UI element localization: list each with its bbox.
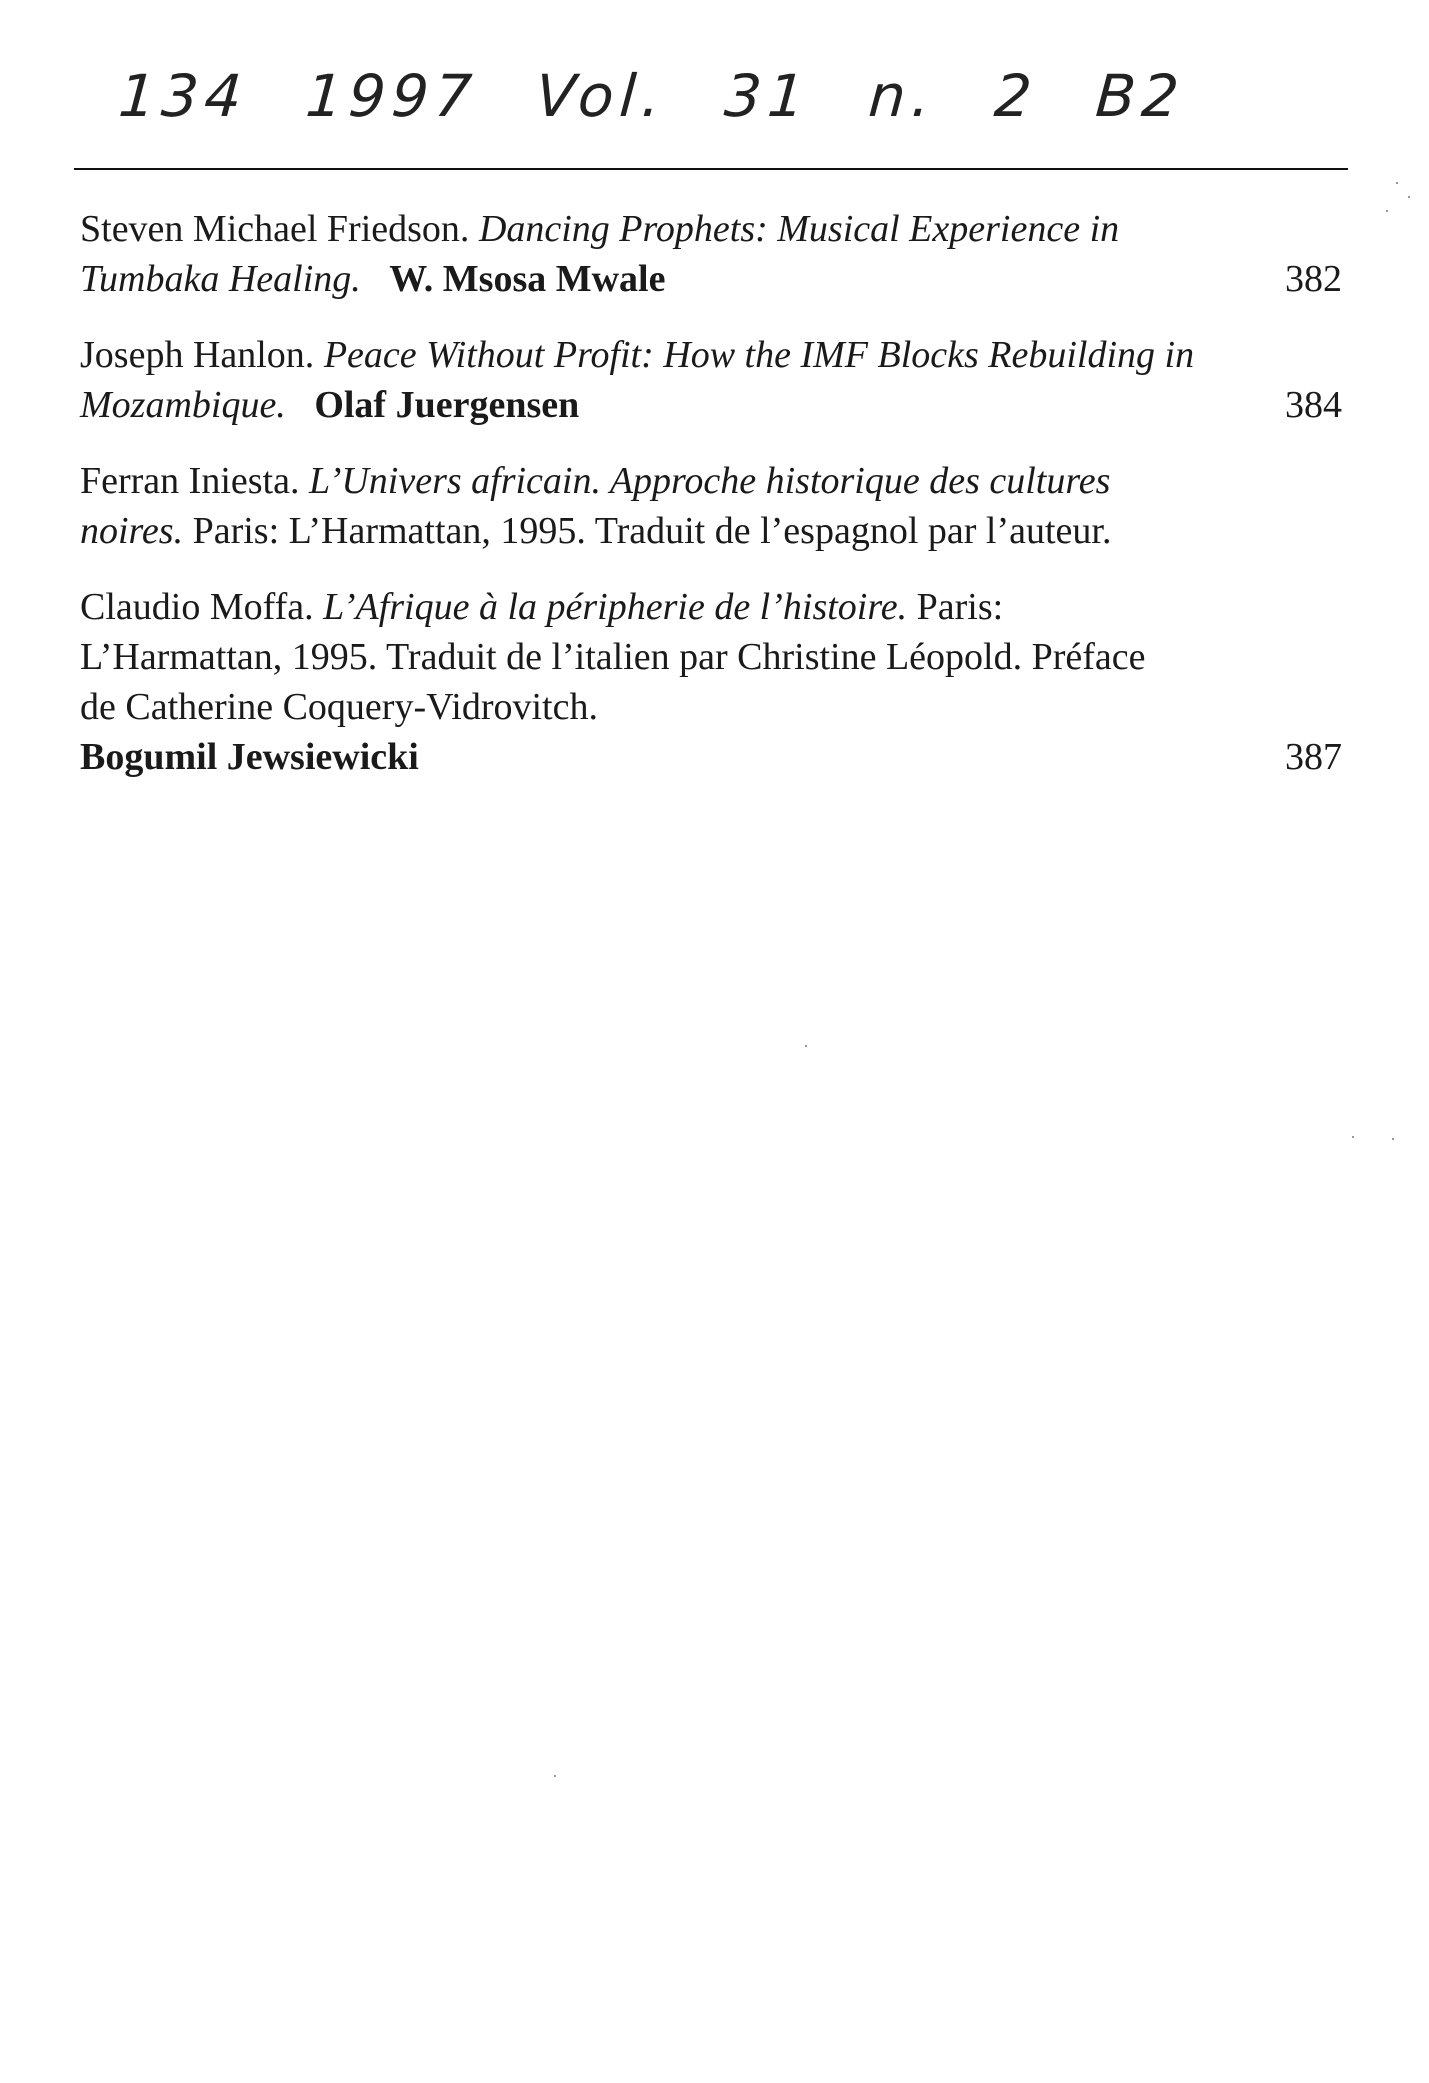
scan-speck xyxy=(554,1775,556,1777)
page-number: 387 xyxy=(1285,736,1342,778)
scan-speck xyxy=(1352,1136,1354,1138)
scan-speck xyxy=(1386,210,1388,212)
handwritten-catalog-note: 134 1997 Vol. 31 n. 2 B2 xyxy=(116,62,1187,130)
review-citation xyxy=(80,204,1220,304)
scan-speck xyxy=(1396,182,1398,184)
review-author: Claudio Moffa. xyxy=(80,586,314,628)
page-number: 382 xyxy=(1285,258,1342,300)
reviewer-name: W. Msosa Mwale xyxy=(389,258,666,300)
publication-details: Paris: L’Harmattan, 1995. Traduit de l’italien par Christine Léopold. Préface de Catherine Coquery-Vidrovitch. xyxy=(80,586,1146,728)
reviewed-book-title: L’Afrique à la péripherie de l’histoire. xyxy=(323,586,908,628)
review-entry xyxy=(80,582,1342,782)
scan-speck xyxy=(805,1045,807,1047)
reviewer-name: Bogumil Jewsiewicki xyxy=(80,736,419,778)
review-entry xyxy=(80,204,1342,304)
reviewed-book-title: Dancing Prophets: Musical Experience in Tumbaka Healing. xyxy=(80,208,1120,300)
review-citation xyxy=(80,330,1220,430)
publication-details: Paris: L’Harmattan, 1995. Traduit de l’espagnol par l’auteur. xyxy=(192,510,1112,552)
header-rule xyxy=(74,168,1348,170)
scan-speck xyxy=(1408,196,1410,198)
review-entry xyxy=(80,330,1342,430)
review-citation xyxy=(80,582,1180,782)
review-entry xyxy=(80,456,1342,556)
table-of-contents xyxy=(80,204,1342,806)
review-author: Joseph Hanlon. xyxy=(80,334,315,376)
reviewed-book-title: Peace Without Profit: How the IMF Blocks Rebuilding in Mozambique. xyxy=(80,334,1195,426)
page-number: 384 xyxy=(1285,384,1342,426)
review-author: Steven Michael Friedson. xyxy=(80,208,470,250)
scan-speck xyxy=(1392,1138,1394,1140)
review-author: Ferran Iniesta. xyxy=(80,460,300,502)
reviewed-book-title: L’Univers africain. Approche historique des cultures noires. xyxy=(80,460,1111,552)
reviewer-name: Olaf Juergensen xyxy=(314,384,580,426)
review-citation xyxy=(80,456,1220,556)
